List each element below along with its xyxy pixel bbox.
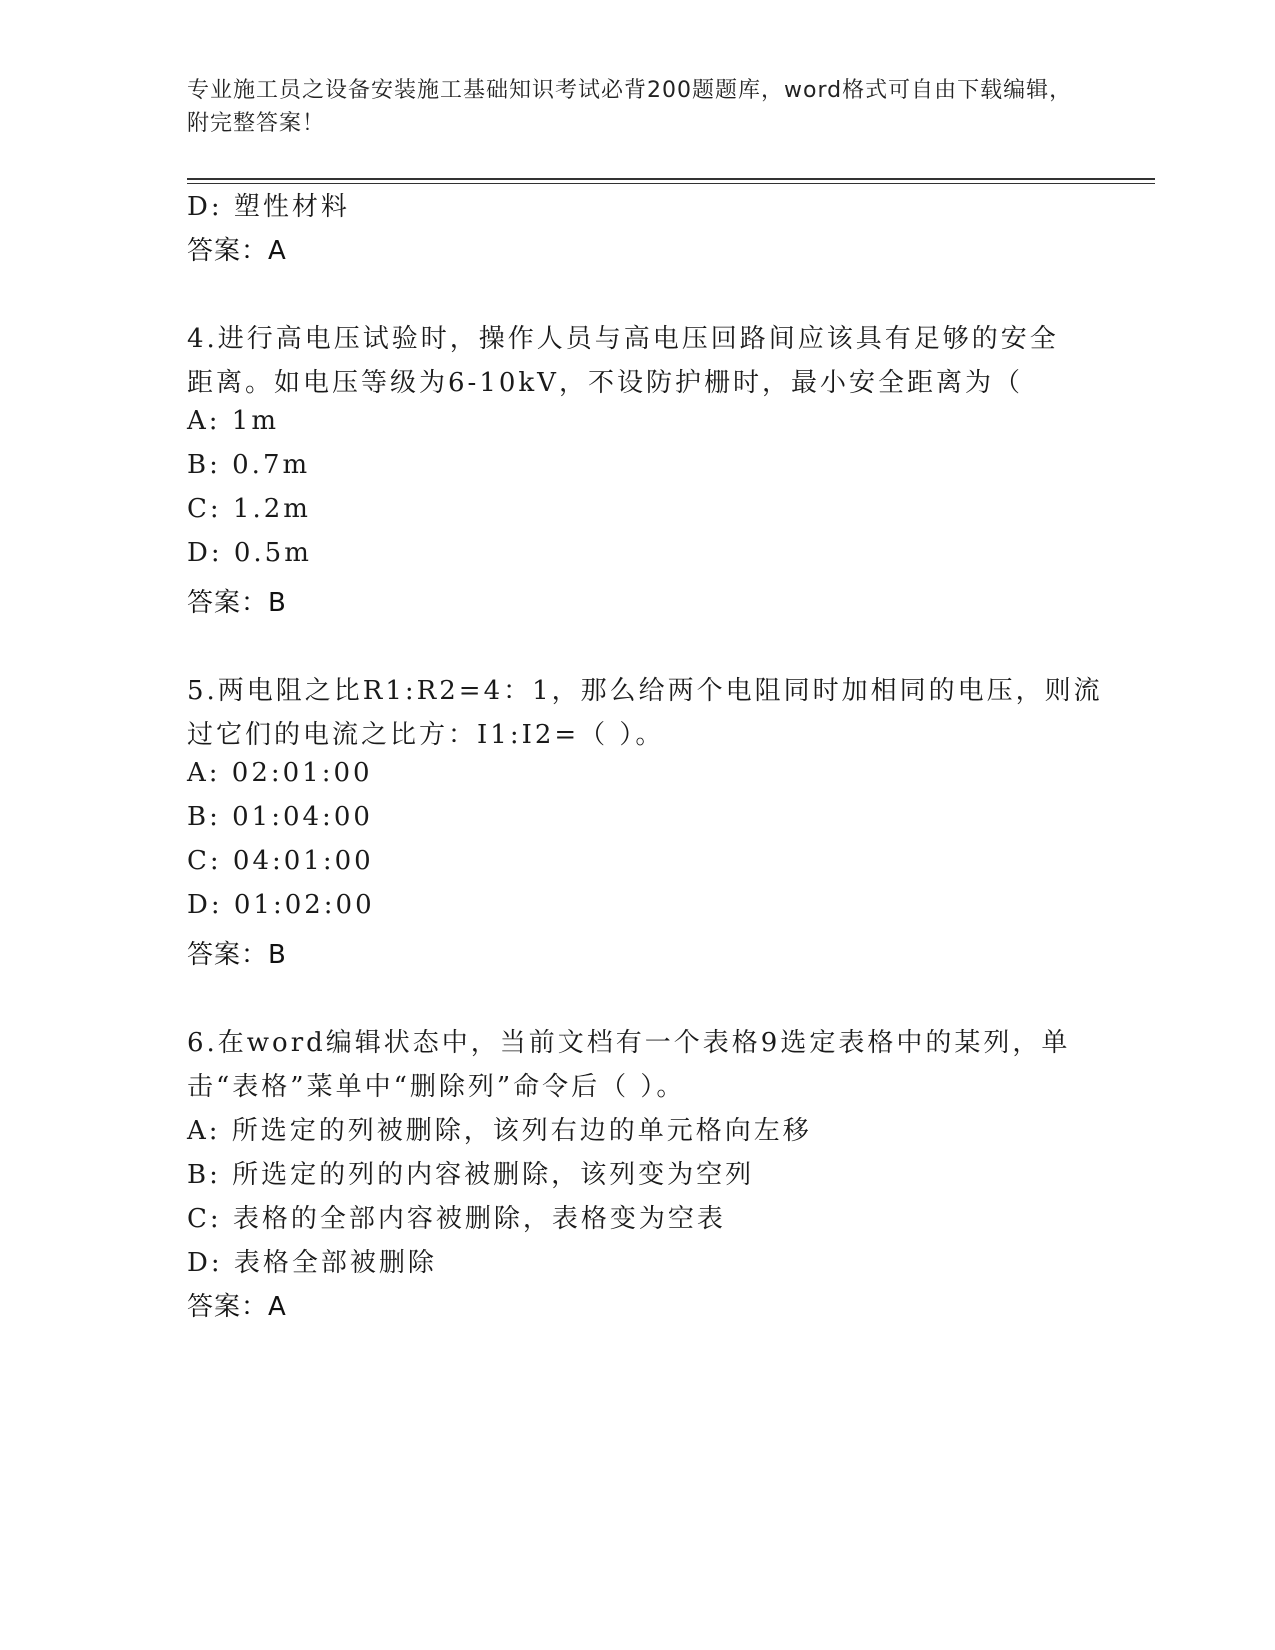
q6-option-b: B: 所选定的列的内容被删除，该列变为空列 bbox=[187, 1160, 755, 1190]
q5-option-d: D: 01:02:00 bbox=[187, 890, 375, 920]
q5-option-b: B: 01:04:00 bbox=[187, 802, 373, 832]
q4-option-d: D: 0.5m bbox=[187, 538, 312, 568]
q6-answer: 答案：A bbox=[187, 1292, 287, 1322]
q5-stem-line1: 5.两电阻之比R1:R2=4：1，那么给两个电阻同时加相同的电压，则流 bbox=[187, 676, 1103, 706]
q5-answer: 答案：B bbox=[187, 940, 287, 970]
q5-stem-line2: 过它们的电流之比方：I1:I2=（ ）。 bbox=[187, 720, 665, 750]
document-header: 专业施工员之设备安装施工基础知识考试必背200题题库，word格式可自由下载编辑，附完整答案！ bbox=[187, 78, 1073, 136]
q6-stem-line2: 击“表格”菜单中“删除列”命令后（ ）。 bbox=[187, 1072, 686, 1102]
header-rule-thin bbox=[187, 183, 1155, 184]
q6-option-c: C: 表格的全部内容被删除，表格变为空表 bbox=[187, 1204, 726, 1234]
q6-option-d: D: 表格全部被删除 bbox=[187, 1248, 437, 1278]
q4-stem-line2: 距离。如电压等级为6-10kV，不设防护栅时，最小安全距离为（ bbox=[187, 368, 1023, 398]
q4-option-b: B: 0.7m bbox=[187, 450, 311, 480]
q3-option-d: D: 塑性材料 bbox=[187, 192, 350, 222]
q4-option-c: C: 1.2m bbox=[187, 494, 311, 524]
q3-answer: 答案：A bbox=[187, 236, 287, 266]
q4-answer: 答案：B bbox=[187, 588, 287, 618]
q4-stem-line1: 4.进行高电压试验时，操作人员与高电压回路间应该具有足够的安全 bbox=[187, 324, 1059, 354]
q6-stem-line1: 6.在word编辑状态中，当前文档有一个表格9选定表格中的某列，单 bbox=[187, 1028, 1071, 1058]
q4-option-a: A: 1m bbox=[187, 406, 279, 436]
q5-option-a: A: 02:01:00 bbox=[187, 758, 373, 788]
header-rule-thick bbox=[187, 178, 1155, 180]
q6-option-a: A: 所选定的列被删除，该列右边的单元格向左移 bbox=[187, 1116, 812, 1146]
q5-option-c: C: 04:01:00 bbox=[187, 846, 374, 876]
